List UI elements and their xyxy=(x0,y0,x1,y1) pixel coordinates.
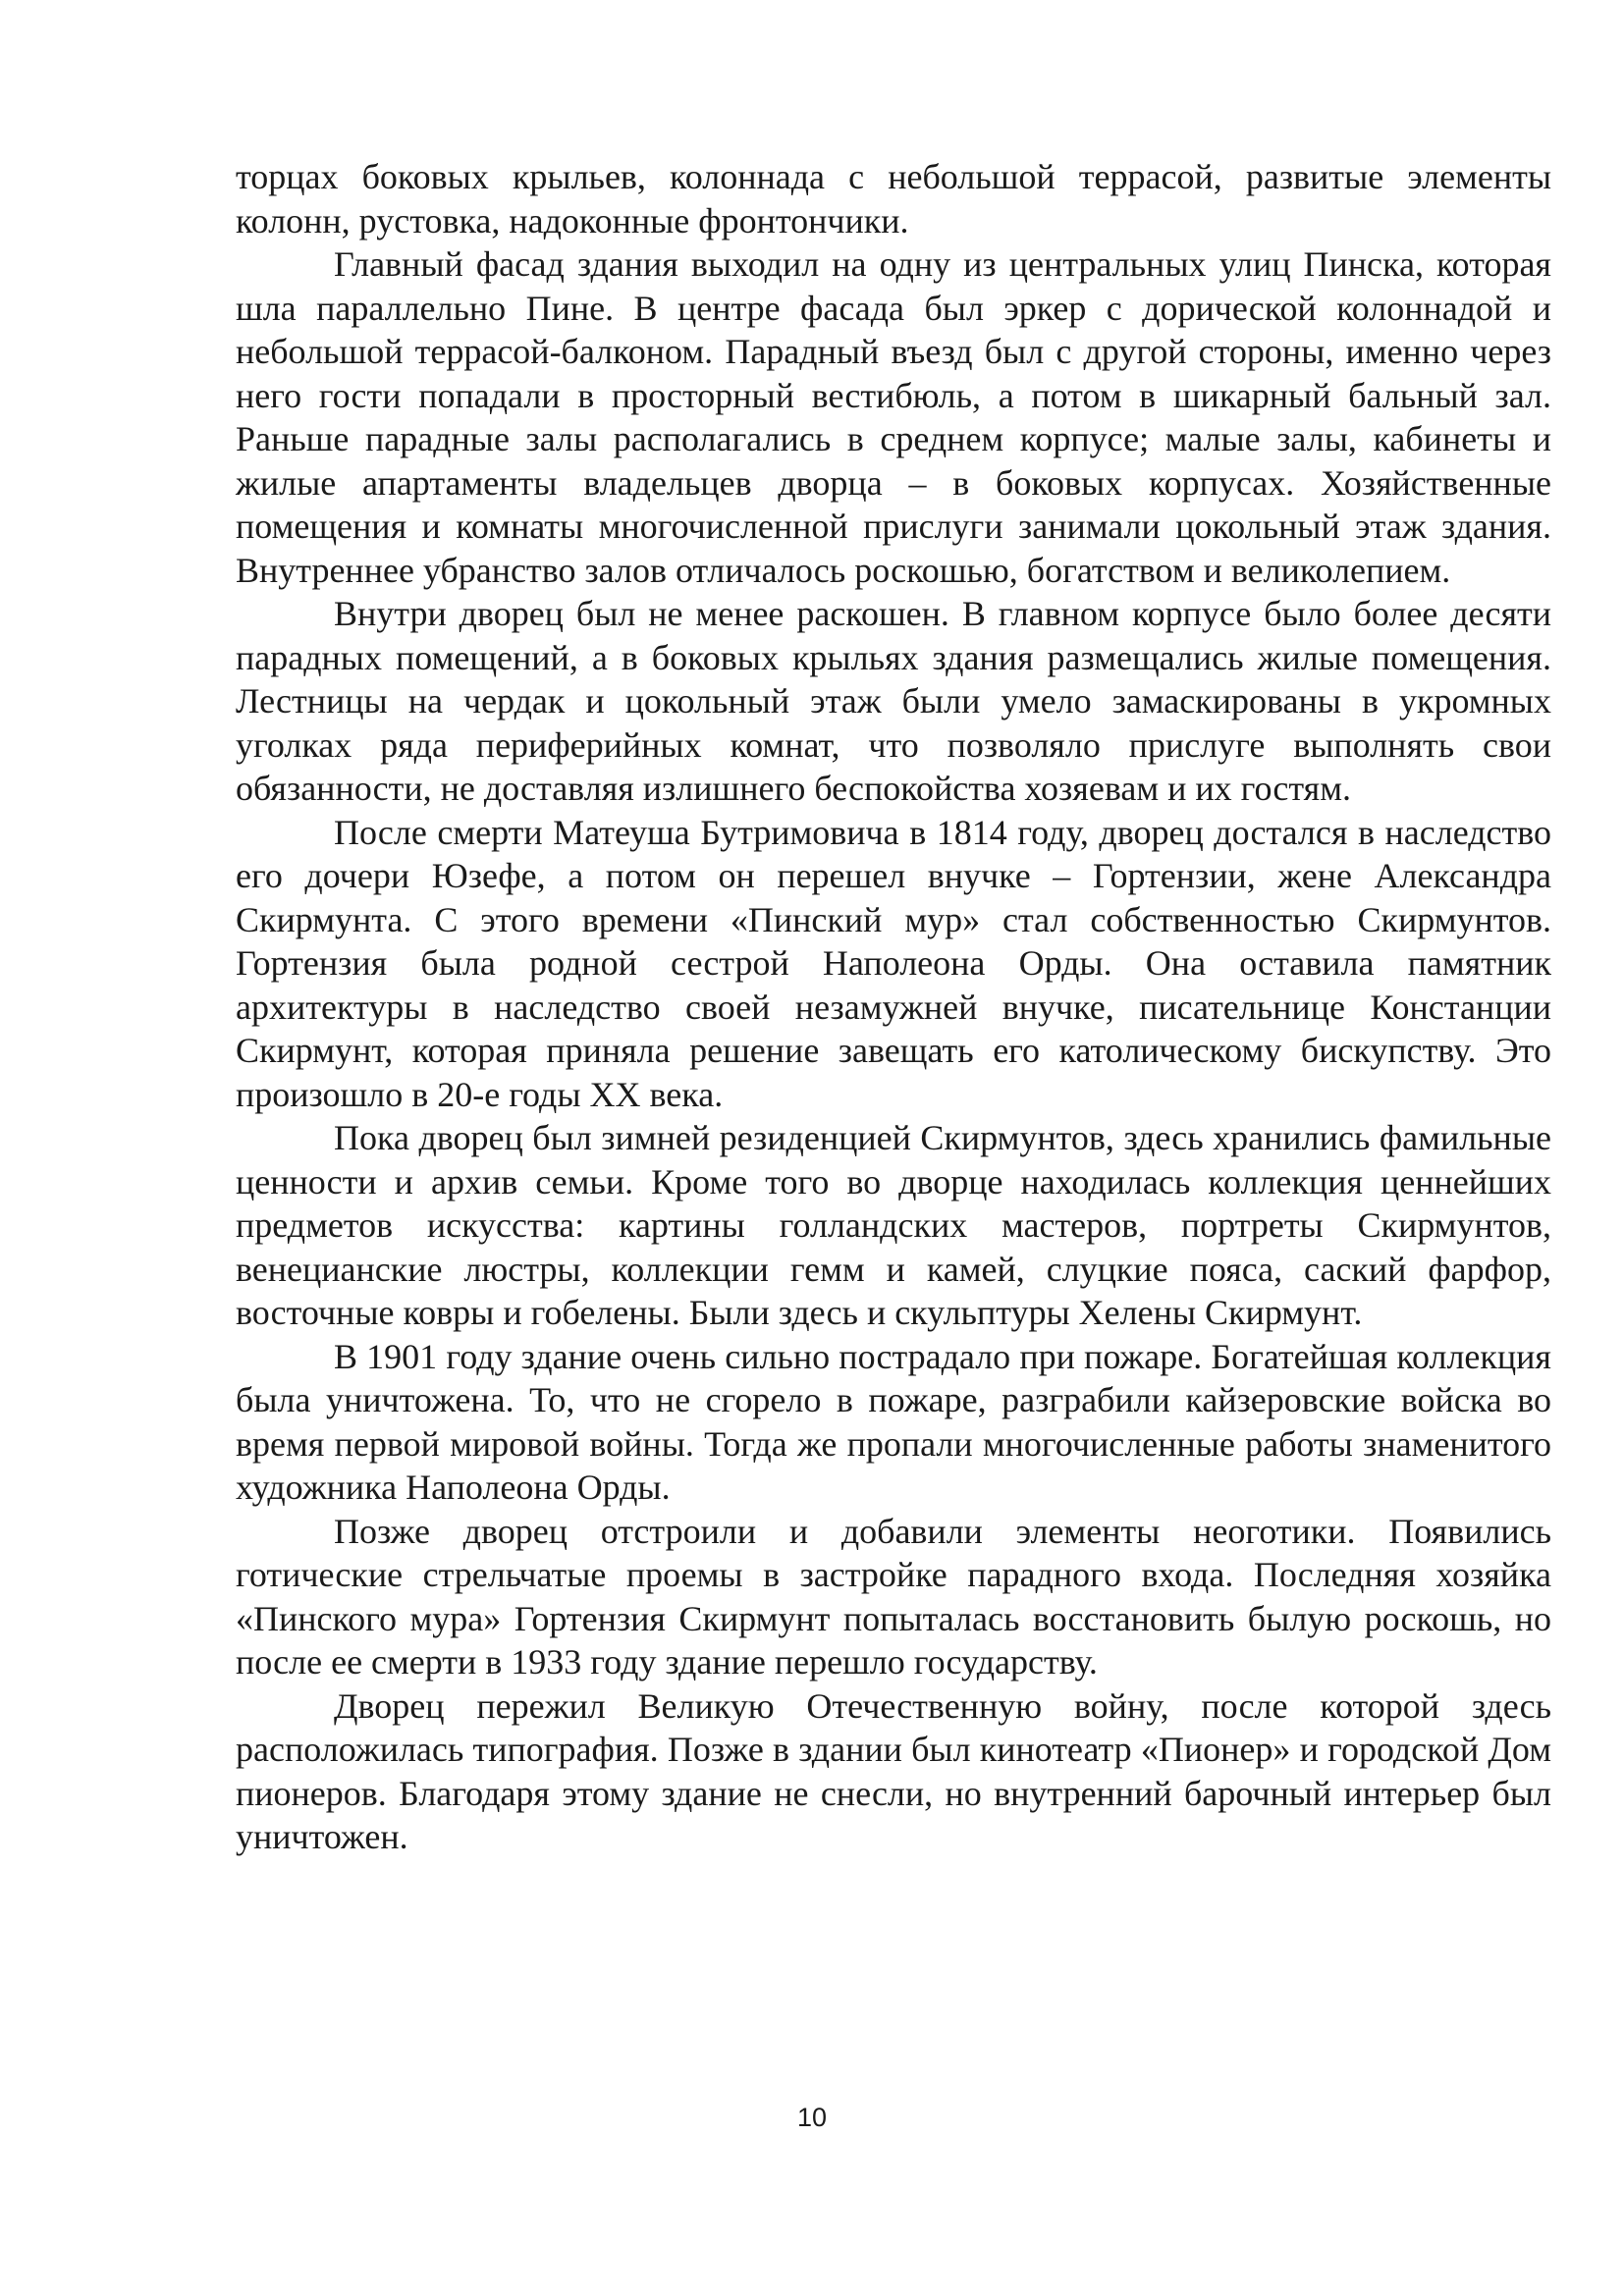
paragraph-continuation: торцах боковых крыльев, колоннада с небольшой террасой, развитые элементы колонн, рустовка, надоконные фронтончики. xyxy=(236,157,1551,240)
paragraph-war: Дворец пережил Великую Отечественную войну, после которой здесь расположилась типография. Позже в здании был кинотеатр «Пионер» и городской Дом пионеров. Благодаря этому здание не снесли, но внутренний барочный интерьер был уничтожен. xyxy=(236,1685,1551,1856)
paragraph-main-facade: Главный фасад здания выходил на одну из центральных улиц Пинска, которая шла параллельно Пине. В центре фасада был эркер с дорической колоннадой и небольшой террасой-балконом. Парадный въезд был с другой стороны, именно через него гости попадали в просторный вестибюль, а потом в шикарный бальный зал. Раньше парадные залы располагались в среднем корпусе; малые залы, кабинеты и жилые апартаменты владельцев дворца – в боковых корпусах. Хозяйственные помещения и комнаты многочисленной прислуги занимали цокольный этаж здания. Внутреннее убранство залов отличалось роскошью, богатством и великолепием. xyxy=(236,244,1551,590)
body-text xyxy=(236,155,1551,1859)
paragraph-inheritance: После смерти Матеуша Бутримовича в 1814 году, дворец достался в наследство его дочери Юзефе, а потом он перешел внучке – Гортензии, жене Александра Скирмунта. С этого времени «Пинский мур» стал собственностью Скирмунтов. Гортензия была родной сестрой Наполеона Орды. Она оставила памятник архитектуры в наследство своей незамужней внучке, писательнице Констанции Скирмунт, которая приняла решение завещать его католическому бискупству. Это произошло в 20-е годы XX века. xyxy=(236,812,1551,1114)
page-number: 10 xyxy=(796,2103,828,2132)
paragraph-collection: Пока дворец был зимней резиденцией Скирмунтов, здесь хранились фамильные ценности и архив семьи. Кроме того во дворце находилась коллекция ценнейших предметов искусства: картины голландских мастеров, портреты Скирмунтов, венецианские люстры, коллекции гемм и камей, слуцкие пояса, саский фарфор, восточные ковры и гобелены. Были здесь и скульптуры Хелены Скирмунт. xyxy=(236,1118,1551,1332)
paragraph-neogothic: Позже дворец отстроили и добавили элементы неоготики. Появились готические стрельчатые проемы в застройке парадного входа. Последняя хозяйка «Пинского мура» Гортензия Скирмунт попыталась восстановить былую роскошь, но после ее смерти в 1933 году здание перешло государству. xyxy=(236,1511,1551,1682)
paragraph-fire-1901: В 1901 году здание очень сильно пострадало при пожаре. Богатейшая коллекция была уничтожена. То, что не сгорело в пожаре, разграбили кайзеровские войска во время первой мировой войны. Тогда же пропали многочисленные работы знаменитого художника Наполеона Орды. xyxy=(236,1336,1551,1507)
paragraph-interior: Внутри дворец был не менее раскошен. В главном корпусе было более десяти парадных помещений, а в боковых крыльях здания размещались жилые помещения. Лестницы на чердак и цокольный этаж были умело замаскированы в укромных уголках ряда периферийных комнат, что позволяло прислуге выполнять свои обязанности, не доставляя излишнего беспокойства хозяевам и их гостям. xyxy=(236,594,1551,808)
